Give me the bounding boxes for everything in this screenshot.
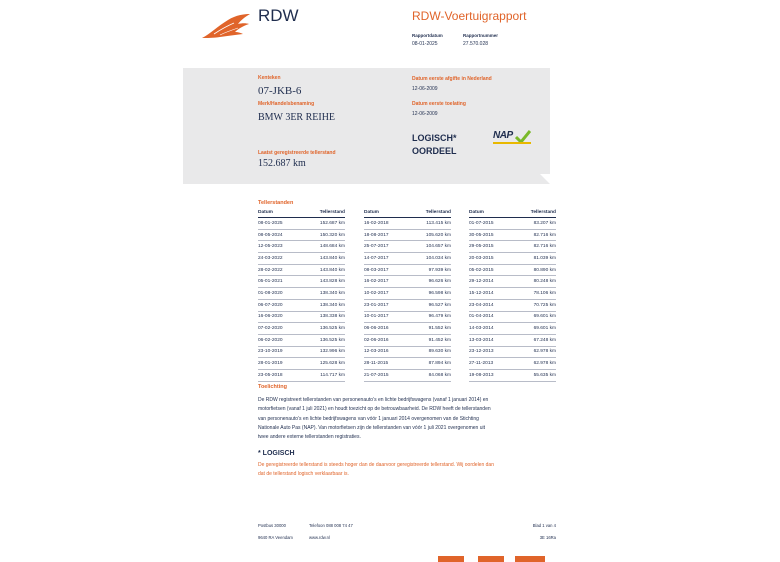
reading-date: 23-05-2018 xyxy=(258,369,301,381)
table-row xyxy=(469,323,556,335)
table-row xyxy=(469,346,556,358)
reading-date: 08-01-2025 xyxy=(258,218,301,230)
reading-date: 23-01-2017 xyxy=(364,299,407,311)
footer-postbus: Postbus 30000 xyxy=(258,523,286,528)
reading-date: 16-06-2020 xyxy=(258,311,301,323)
reading-date: 08-03-2017 xyxy=(364,264,407,276)
report-number-label: Rapportnummer xyxy=(463,33,499,38)
reading-date: 30-05-2015 xyxy=(469,229,512,241)
reading-date: 05-01-2021 xyxy=(258,276,301,288)
table-row xyxy=(258,334,345,346)
toelichting-line: van personenauto’s en lichte bedrijfswagens van vóór 1 januari 2014 overgenomen van de Stichting xyxy=(258,415,479,422)
table-row xyxy=(469,264,556,276)
table-row xyxy=(469,334,556,346)
reading-date: 06-02-2020 xyxy=(258,334,301,346)
col-km-header: Tellerstand xyxy=(512,208,556,218)
toelichting-line: De RDW registreert tellerstanden van personenauto’s en lichte bedrijfswagens (vanaf 1 januari 2014) en xyxy=(258,397,489,403)
reading-date: 29-12-2014 xyxy=(469,276,512,288)
reading-km: 91.552 km xyxy=(407,323,451,335)
footer-phone: Telefoon 088 008 74 47 xyxy=(309,523,353,528)
col-km-header: Tellerstand xyxy=(301,208,345,218)
logo-text: RDW xyxy=(258,6,299,25)
reading-km: 143.840 km xyxy=(301,253,345,265)
toelichting-line: twee andere externe tellerstanden registraties. xyxy=(258,434,361,441)
nap-badge xyxy=(493,130,531,144)
table-row xyxy=(364,358,451,370)
reading-km: 132.996 km xyxy=(301,346,345,358)
table-row xyxy=(258,288,345,300)
reading-km: 104.034 km xyxy=(407,253,451,265)
table-row xyxy=(364,264,451,276)
table-row xyxy=(364,346,451,358)
plate-label: Kenteken xyxy=(258,75,281,81)
table-row xyxy=(469,311,556,323)
tellerstanden-title: Tellerstanden xyxy=(258,200,294,206)
reading-km: 148.684 km xyxy=(301,241,345,253)
reading-km: 114.717 km xyxy=(301,369,345,381)
reading-km: 136.525 km xyxy=(301,323,345,335)
logisch-line: dat de tellerstand logisch verklaarbaar is. xyxy=(258,471,349,478)
reading-km: 105.620 km xyxy=(407,229,451,241)
next-page-stripe xyxy=(515,556,545,562)
next-page-stripe xyxy=(478,556,504,562)
reading-km: 82.716 km xyxy=(512,229,556,241)
reading-km: 78.106 km xyxy=(512,288,556,300)
footer-page-number: Blad 1 van 4 xyxy=(532,523,556,528)
odometer-table-col-1 xyxy=(258,208,345,382)
table-row xyxy=(469,241,556,253)
table-row xyxy=(364,241,451,253)
table-row xyxy=(258,229,345,241)
table-row xyxy=(258,299,345,311)
table-row xyxy=(258,358,345,370)
table-row xyxy=(258,369,345,381)
reading-date: 28-01-2019 xyxy=(258,358,301,370)
reading-km: 82.716 km xyxy=(512,241,556,253)
reading-date: 23-10-2019 xyxy=(258,346,301,358)
reading-km: 97.939 km xyxy=(407,264,451,276)
table-row xyxy=(469,218,556,230)
reading-date: 18-08-2017 xyxy=(364,229,407,241)
reading-km: 96.527 km xyxy=(407,299,451,311)
table-row xyxy=(258,264,345,276)
table-row xyxy=(469,253,556,265)
table-row xyxy=(364,229,451,241)
reading-date: 16-02-2018 xyxy=(364,218,407,230)
reading-date: 19-08-2013 xyxy=(469,369,512,381)
nap-badge-text: NAP xyxy=(493,130,513,141)
table-row xyxy=(469,358,556,370)
table-row xyxy=(258,253,345,265)
reading-date: 28-11-2015 xyxy=(364,358,407,370)
reading-km: 91.452 km xyxy=(407,334,451,346)
reading-km: 69.601 km xyxy=(512,323,556,335)
footer-code: 3E 16Ra xyxy=(539,535,556,540)
reading-km: 96.626 km xyxy=(407,276,451,288)
reading-km: 55.635 km xyxy=(512,369,556,381)
reading-km: 143.828 km xyxy=(301,276,345,288)
table-row xyxy=(258,218,345,230)
reading-date: 23-12-2013 xyxy=(469,346,512,358)
logisch-text xyxy=(258,461,558,480)
reading-km: 80.248 km xyxy=(512,276,556,288)
reading-date: 13-03-2014 xyxy=(469,334,512,346)
reading-km: 69.601 km xyxy=(512,311,556,323)
reading-km: 138.340 km xyxy=(301,299,345,311)
table-row xyxy=(469,229,556,241)
toelichting-line: Nationale Auto Pas (NAP). Van motorfietsen zijn de tellerstanden van vóór 1 juli 2021 overgenomen uit xyxy=(258,424,485,431)
col-km-header: Tellerstand xyxy=(407,208,451,218)
reading-km: 138.338 km xyxy=(301,311,345,323)
reading-km: 96.479 km xyxy=(407,311,451,323)
table-row xyxy=(364,369,451,381)
vehicle-summary-panel xyxy=(183,68,550,184)
col-date-header: Datum xyxy=(364,208,407,218)
reading-km: 80.890 km xyxy=(512,264,556,276)
reading-date: 06-06-2016 xyxy=(364,323,407,335)
nap-badge-underline xyxy=(493,142,531,144)
toelichting-text xyxy=(258,396,558,442)
reading-date: 01-08-2020 xyxy=(258,288,301,300)
reading-km: 113.415 km xyxy=(407,218,451,230)
reading-km: 84.068 km xyxy=(407,369,451,381)
last-odometer-reading: 152.687 km xyxy=(258,158,306,169)
footer-address: 9640 RA Veendam xyxy=(258,535,293,540)
reading-km: 138.340 km xyxy=(301,288,345,300)
report-title: RDW-Voertuigrapport xyxy=(412,9,527,23)
verdict-line-2: OORDEEL xyxy=(412,146,457,156)
table-row xyxy=(469,369,556,381)
license-plate: 07-JKB-6 xyxy=(258,85,302,97)
verdict-line-1: LOGISCH* xyxy=(412,133,457,143)
first-issue-nl-date: 12-06-2009 xyxy=(412,86,438,92)
table-header-row xyxy=(469,208,556,218)
report-date-label: Rapportdatum xyxy=(412,33,443,38)
table-row xyxy=(469,299,556,311)
footer-website: www.rdw.nl xyxy=(309,535,330,540)
table-row xyxy=(364,288,451,300)
reading-date: 14-03-2014 xyxy=(469,323,512,335)
odometer-table-col-3 xyxy=(469,208,556,382)
col-date-header: Datum xyxy=(469,208,512,218)
reading-km: 143.840 km xyxy=(301,264,345,276)
reading-km: 96.598 km xyxy=(407,288,451,300)
table-header-row xyxy=(258,208,345,218)
report-number: 27.570.028 xyxy=(463,41,489,47)
col-date-header: Datum xyxy=(258,208,301,218)
reading-date: 06-07-2020 xyxy=(258,299,301,311)
next-page-stripe xyxy=(438,556,464,562)
table-row xyxy=(258,241,345,253)
reading-km: 104.657 km xyxy=(407,241,451,253)
reading-date: 05-02-2015 xyxy=(469,264,512,276)
reading-date: 14-07-2017 xyxy=(364,253,407,265)
table-header-row xyxy=(364,208,451,218)
reading-km: 62.978 km xyxy=(512,358,556,370)
reading-km: 67.248 km xyxy=(512,334,556,346)
table-row xyxy=(364,311,451,323)
first-admission-date: 12-06-2009 xyxy=(412,111,438,117)
reading-date: 10-02-2017 xyxy=(364,288,407,300)
toelichting-title: Toelichting xyxy=(258,384,287,390)
table-row xyxy=(364,299,451,311)
reading-km: 87.894 km xyxy=(407,358,451,370)
reading-km: 89.630 km xyxy=(407,346,451,358)
reading-km: 125.628 km xyxy=(301,358,345,370)
table-row xyxy=(364,253,451,265)
reading-date: 24-03-2022 xyxy=(258,253,301,265)
reading-date: 10-01-2017 xyxy=(364,311,407,323)
table-row xyxy=(364,334,451,346)
reading-date: 07-02-2020 xyxy=(258,323,301,335)
odometer-label: Laatst geregistreerde tellerstand xyxy=(258,150,336,156)
table-row xyxy=(258,311,345,323)
panel-corner-cut xyxy=(540,174,550,184)
reading-date: 29-05-2015 xyxy=(469,241,512,253)
first-issue-nl-label: Datum eerste afgifte in Nederland xyxy=(412,76,492,82)
logisch-title: * LOGISCH xyxy=(258,450,295,457)
table-row xyxy=(364,276,451,288)
vehicle-make: BMW 3ER REIHE xyxy=(258,112,336,123)
table-row xyxy=(258,346,345,358)
reading-date: 25-07-2017 xyxy=(364,241,407,253)
table-row xyxy=(258,276,345,288)
report-date: 08-01-2025 xyxy=(412,41,438,47)
reading-km: 62.978 km xyxy=(512,346,556,358)
reading-date: 01-07-2015 xyxy=(469,218,512,230)
reading-km: 150.320 km xyxy=(301,229,345,241)
reading-date: 12-05-2023 xyxy=(258,241,301,253)
reading-km: 81.039 km xyxy=(512,253,556,265)
make-label: Merk/Handelsbenaming xyxy=(258,101,315,107)
table-row xyxy=(469,276,556,288)
reading-date: 20-03-2015 xyxy=(469,253,512,265)
reading-km: 70.725 km xyxy=(512,299,556,311)
reading-date: 02-06-2016 xyxy=(364,334,407,346)
reading-km: 83.207 km xyxy=(512,218,556,230)
first-admission-label: Datum eerste toelating xyxy=(412,101,466,107)
table-row xyxy=(258,323,345,335)
table-row xyxy=(364,218,451,230)
reading-date: 23-04-2014 xyxy=(469,299,512,311)
reading-date: 16-02-2017 xyxy=(364,276,407,288)
reading-date: 27-11-2013 xyxy=(469,358,512,370)
rdw-logo-icon xyxy=(200,12,252,40)
reading-date: 01-04-2014 xyxy=(469,311,512,323)
odometer-table-col-2 xyxy=(364,208,451,382)
logisch-line: De geregistreerde tellerstand is steeds hoger dan de daarvoor geregistreerde tellerstand. Wij oordelen dan xyxy=(258,462,494,468)
table-row xyxy=(469,288,556,300)
reading-km: 152.687 km xyxy=(301,218,345,230)
reading-km: 136.525 km xyxy=(301,334,345,346)
reading-date: 08-05-2024 xyxy=(258,229,301,241)
reading-date: 15-12-2014 xyxy=(469,288,512,300)
reading-date: 12-03-2016 xyxy=(364,346,407,358)
toelichting-line: motorfietsen (vanaf 1 juli 2021) en houdt toezicht op de betrouwbaarheid. De RDW heeft de tellerstanden xyxy=(258,406,491,413)
reading-date: 28-02-2022 xyxy=(258,264,301,276)
reading-date: 21-07-2015 xyxy=(364,369,407,381)
table-row xyxy=(364,323,451,335)
